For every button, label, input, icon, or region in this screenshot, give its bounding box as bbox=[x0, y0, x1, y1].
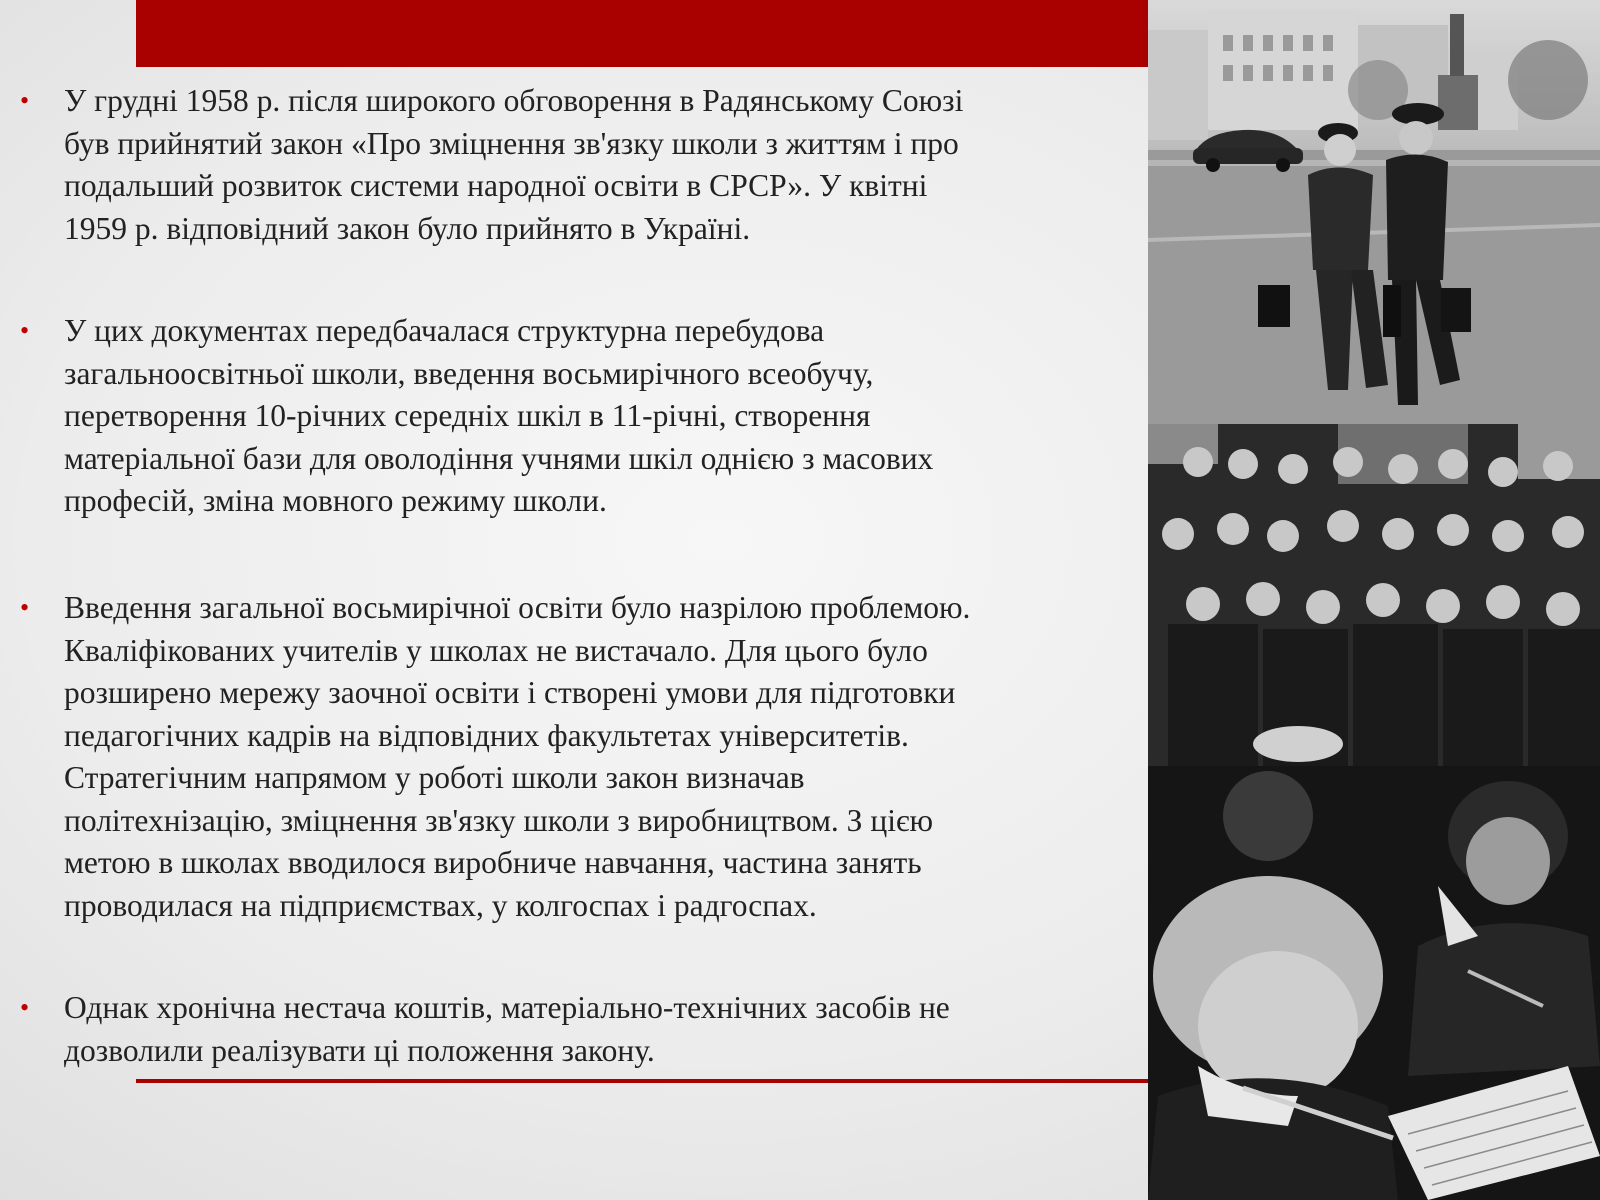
photo-schoolboys-street bbox=[1148, 0, 1600, 424]
photo-children-writing bbox=[1148, 766, 1600, 1200]
bullet-text: У цих документах передбачалася структурна перебудова загальноосвітньої школи, введення восьмирічного всеобучу, перетворення 10-річних середніх шкіл в 11-річні, створення матеріальної бази для оволодіння учнями шкіл однією з масових професій, зміна мовного режиму школи. bbox=[64, 313, 934, 518]
bottom-accent-line bbox=[136, 1079, 1148, 1083]
photo-student-group bbox=[1148, 424, 1600, 766]
bullet-text: У грудні 1958 р. після широкого обговорення в Радянському Союзі був прийнятий закон «Про зміцнення зв'язку школи з життям і про подальший розвиток системи народної освіти в СРСР». У квітні 1959 р. відповідний закон було прийнято в Україні. bbox=[64, 83, 964, 246]
photo-column bbox=[1148, 0, 1600, 1200]
bullet-icon: • bbox=[20, 86, 30, 115]
bullet-item bbox=[20, 80, 1130, 250]
bullet-icon: • bbox=[20, 316, 30, 345]
bullet-text: Введення загальної восьмирічної освіти було назрілою проблемою. Кваліфікованих учителів у школах не вистачало. Для цього було розширено мережу заочної освіти і створені умови для підготовки педагогічних кадрів на відповідних факультетах університетів. Стратегічним напрямом у роботі школи закон визначав політехнізацію, зміцнення зв'язку школи з виробництвом. З цією метою в школах вводилося виробниче навчання, частина занять проводилася на підприємствах, у колгоспах і радгоспах. bbox=[64, 590, 971, 923]
bullet-item bbox=[20, 587, 1130, 927]
top-accent-bar bbox=[136, 0, 1148, 67]
bullet-item bbox=[20, 987, 1130, 1072]
bullet-icon: • bbox=[20, 593, 30, 622]
bullet-text: Однак хронічна нестача коштів, матеріально-технічних засобів не дозволили реалізувати ці положення закону. bbox=[64, 990, 950, 1068]
bullet-item bbox=[20, 310, 1130, 523]
bullet-icon: • bbox=[20, 993, 30, 1022]
